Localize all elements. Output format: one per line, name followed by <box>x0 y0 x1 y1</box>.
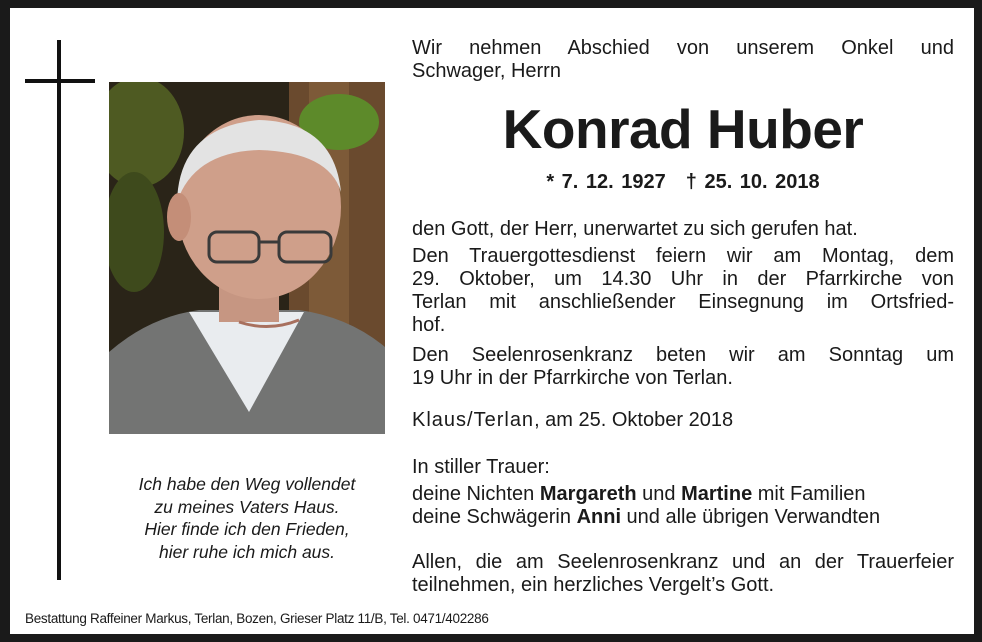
quote-line: zu meines Vaters Haus. <box>154 496 340 517</box>
mourners <box>412 483 954 529</box>
mourners-line: deine Schwägerin Anni und alle übrigen Verwandten <box>412 506 881 528</box>
date: , am 25. Oktober 2018 <box>534 409 734 431</box>
deceased-name: Konrad Huber <box>502 98 864 160</box>
place-date <box>412 409 954 432</box>
mourner-name: Martine <box>681 483 753 505</box>
quote-line: Ich habe den Weg vollendet <box>138 474 356 494</box>
funeral-home-footer: Bestattung Raffeiner Markus, Terlan, Bozen, Grieser Platz 11/B, Tel. 0471/402286 <box>25 611 489 626</box>
quote <box>108 473 386 563</box>
quote-line: hier ruhe ich mich aus. <box>158 541 336 562</box>
thanks-text: Allen, die am Seelenrosenkranz und an der Trauerfeier teilnehmen, ein herzliches Vergelt’s Gott. <box>412 551 954 596</box>
cross-icon-bar <box>25 79 95 83</box>
cross-icon <box>57 40 61 580</box>
mourner-name: Margareth <box>539 483 637 505</box>
birth-date: * 7. 12. 1927 <box>546 171 666 193</box>
intro-text: Wir nehmen Abschied von unserem Onkel und Schwager, Herrn <box>412 37 954 82</box>
mourning-heading: In stiller Trauer: <box>412 456 550 478</box>
mourners-line: deine Nichten Margareth und Martine mit Familien <box>412 483 866 505</box>
service-text: Den Trauergottesdienst feiern wir am Montag, dem 29. Oktober, um 14.30 Uhr in der Pfarrkirche von Terlan mit anschließender Einsegnung im Ortsfried- hof. <box>412 245 954 336</box>
quote-line: Hier finde ich den Frieden, <box>144 519 350 539</box>
death-date: † 25. 10. 2018 <box>685 171 820 193</box>
called-text: den Gott, der Herr, unerwartet zu sich gerufen hat. <box>412 218 858 240</box>
place: Klaus/Terlan <box>412 409 535 431</box>
mourner-name: Anni <box>576 506 621 528</box>
rosary-text: Den Seelenrosenkranz beten wir am Sonntag um 19 Uhr in der Pfarrkirche von Terlan. <box>412 344 954 389</box>
portrait-photo <box>109 82 385 434</box>
life-dates <box>412 169 954 195</box>
